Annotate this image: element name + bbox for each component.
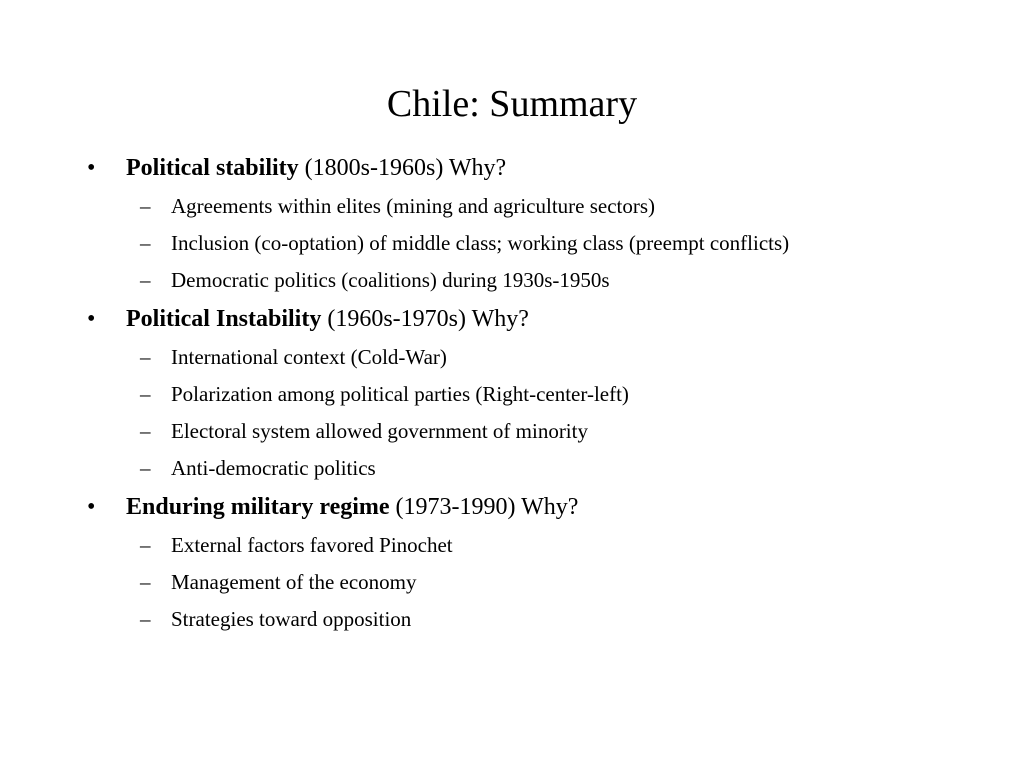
sub-item-text: Anti-democratic politics bbox=[171, 456, 376, 480]
slide-content bbox=[0, 148, 1024, 638]
sub-item-text: Strategies toward opposition bbox=[171, 607, 412, 631]
bullet-heading: Political stability bbox=[126, 155, 299, 181]
sub-item bbox=[0, 225, 1024, 262]
bullet-enduring-military-regime bbox=[0, 487, 1024, 527]
sub-marker: – bbox=[140, 570, 151, 594]
sub-item bbox=[0, 601, 1024, 638]
sub-item-text: Inclusion (co-optation) of middle class; working class (preempt conflicts) bbox=[171, 231, 790, 255]
sub-item-text: Electoral system allowed government of minority bbox=[171, 419, 588, 443]
bullet-text bbox=[126, 148, 506, 188]
sub-item bbox=[0, 564, 1024, 601]
sub-marker: – bbox=[140, 194, 151, 218]
sub-item bbox=[0, 450, 1024, 487]
bullet-heading: Political Instability bbox=[126, 306, 322, 332]
sub-marker: – bbox=[140, 419, 151, 443]
bullet-political-stability bbox=[0, 148, 1024, 188]
sub-item bbox=[0, 188, 1024, 225]
sub-item bbox=[0, 339, 1024, 376]
sub-marker: – bbox=[140, 607, 151, 631]
sub-item-text: International context (Cold-War) bbox=[171, 345, 447, 369]
sub-marker: – bbox=[140, 231, 151, 255]
bullet-text bbox=[126, 299, 529, 339]
bullet-marker: • bbox=[87, 155, 96, 181]
bullet-heading: Enduring military regime bbox=[126, 494, 390, 520]
sub-marker: – bbox=[140, 456, 151, 480]
sub-item-text: Polarization among political parties (Right-center-left) bbox=[171, 382, 629, 406]
bullet-text bbox=[126, 487, 578, 527]
sub-marker: – bbox=[140, 533, 151, 557]
bullet-detail: (1800s-1960s) Why? bbox=[298, 155, 507, 181]
bullet-detail: (1960s-1970s) Why? bbox=[321, 306, 529, 332]
bullet-political-instability bbox=[0, 299, 1024, 339]
bullet-detail: (1973-1990) Why? bbox=[389, 494, 579, 520]
sub-marker: – bbox=[140, 345, 151, 369]
bullet-marker: • bbox=[87, 306, 96, 332]
sub-item bbox=[0, 262, 1024, 299]
sub-item-text: External factors favored Pinochet bbox=[171, 533, 453, 557]
sub-item bbox=[0, 413, 1024, 450]
sub-item-text: Democratic politics (coalitions) during 1930s-1950s bbox=[171, 268, 610, 292]
bullet-marker: • bbox=[87, 494, 96, 520]
sub-marker: – bbox=[140, 382, 151, 406]
slide-title: Chile: Summary bbox=[386, 83, 638, 125]
sub-item bbox=[0, 376, 1024, 413]
sub-marker: – bbox=[140, 268, 151, 292]
sub-item bbox=[0, 527, 1024, 564]
sub-item-text: Agreements within elites (mining and agriculture sectors) bbox=[171, 194, 656, 218]
sub-item-text: Management of the economy bbox=[171, 570, 417, 594]
